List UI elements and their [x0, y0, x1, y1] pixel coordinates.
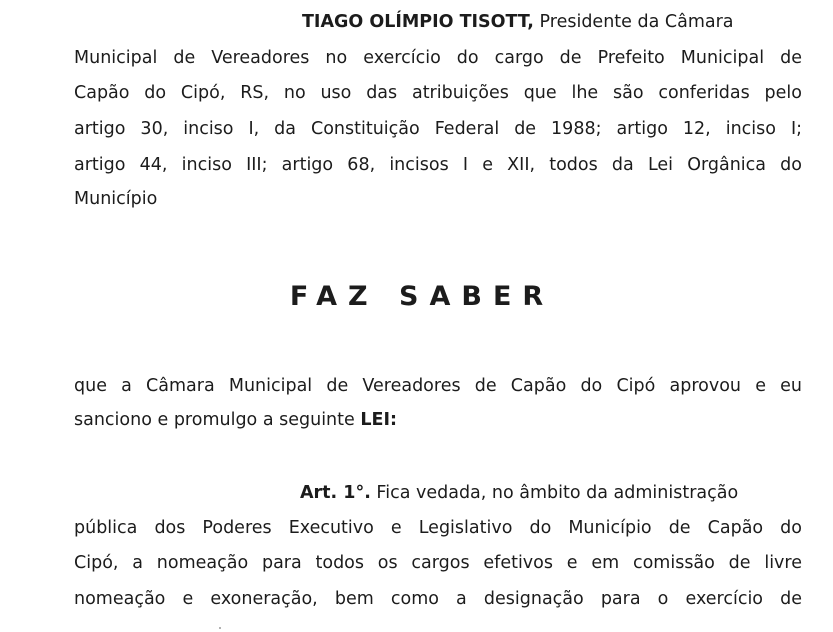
opening-line-6: Município	[74, 189, 158, 209]
opening-line-2: Municipal de Vereadores no exercício do cargo de Prefeito Municipal de	[74, 48, 802, 68]
opening-line-4: artigo 30, inciso I, da Constituição Federal de 1988; artigo 12, inciso I;	[74, 119, 802, 139]
article-1-label: Art. 1°.	[300, 483, 371, 503]
scan-speck	[219, 627, 221, 629]
article-1-line-1-text: Fica vedada, no âmbito da administração	[370, 483, 739, 503]
approval-line-2	[74, 408, 802, 432]
opening-line-5: artigo 44, inciso III; artigo 68, incisos I e XII, todos da Lei Orgânica do	[74, 155, 802, 175]
approval-line-1: que a Câmara Municipal de Vereadores de Capão do Cipó aprovou e eu	[74, 376, 802, 396]
article-1-line-3: Cipó, a nomeação para todos os cargos efetivos e em comissão de livre	[74, 553, 802, 573]
opening-line-1-text: Presidente da Câmara	[533, 12, 734, 32]
opening-line-1	[74, 10, 802, 34]
mayor-name: TIAGO OLÍMPIO TISOTT,	[302, 12, 534, 32]
article-1-line-2: pública dos Poderes Executivo e Legislativo do Município de Capão do	[74, 518, 802, 538]
article-1-line-1	[74, 481, 802, 505]
law-label: LEI:	[360, 410, 397, 430]
opening-line-3: Capão do Cipó, RS, no uso das atribuições que lhe são conferidas pelo	[74, 83, 802, 103]
section-heading: FAZ SABER	[289, 281, 555, 312]
approval-line-2-text: sanciono e promulgo a seguinte	[74, 410, 361, 430]
article-1-line-4: nomeação e exoneração, bem como a designação para o exercício de	[74, 589, 802, 609]
